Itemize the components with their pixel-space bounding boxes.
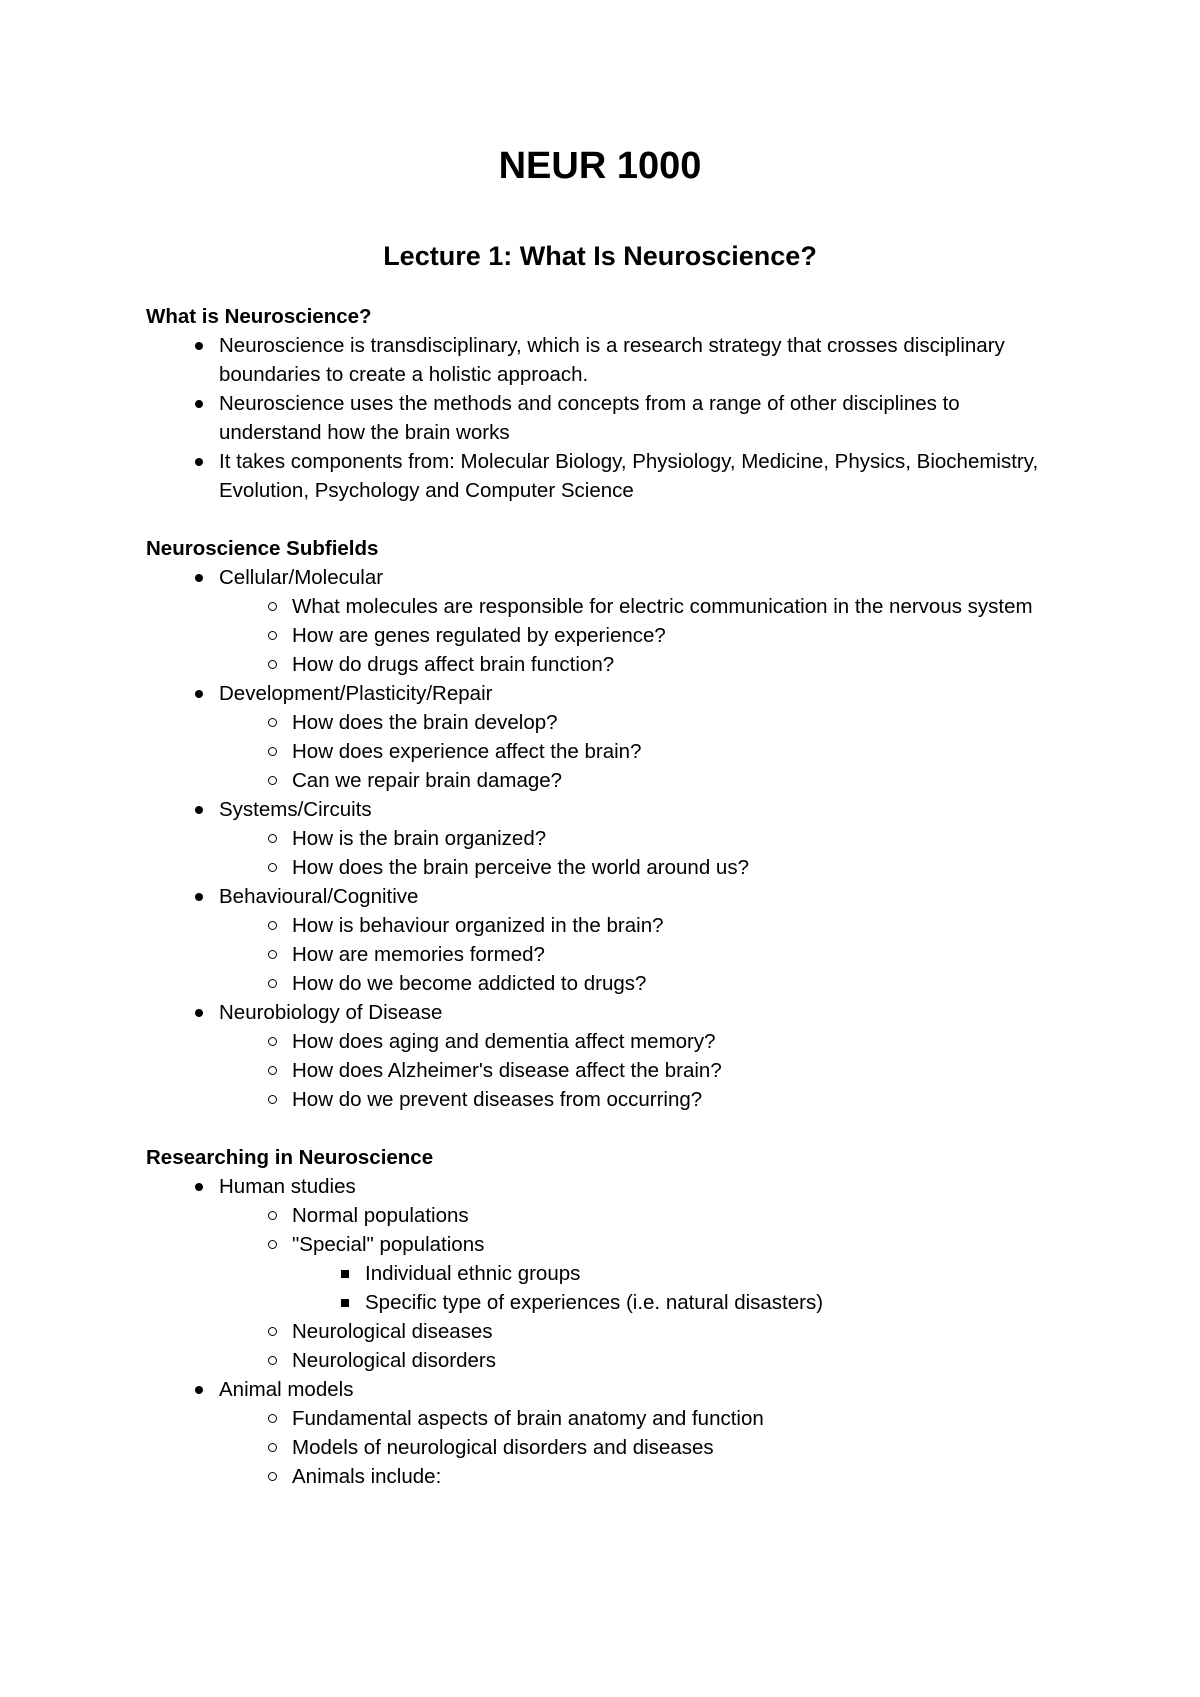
list-item: [219, 1201, 1046, 1230]
bullet-circle-icon: [262, 911, 282, 940]
bullet-circle-icon: [262, 1085, 282, 1114]
list-item-text: Fundamental aspects of brain anatomy and function: [292, 1407, 764, 1430]
notes-body: [146, 302, 1046, 1491]
notes-section: [146, 302, 1046, 505]
list-item-text: Development/Plasticity/Repair: [219, 682, 493, 705]
list-item-text: How are genes regulated by experience?: [292, 624, 666, 647]
list-item: [146, 998, 1046, 1114]
bullet-circle-icon: [262, 1433, 282, 1462]
bullet-circle-icon: [262, 708, 282, 737]
list-item: [219, 853, 1046, 882]
bullet-dot-icon: [189, 998, 209, 1027]
list-item-text: Can we repair brain damage?: [292, 769, 563, 792]
list-item-text: How is the brain organized?: [292, 827, 547, 850]
list-item-text: Neurological diseases: [292, 1320, 493, 1343]
bullet-dot-icon: [189, 882, 209, 911]
bullet-list-level-2: [146, 824, 1046, 882]
bullet-dot-icon: [189, 1375, 209, 1404]
bullet-dot-icon: [189, 563, 209, 592]
bullet-list-level-2: [146, 1201, 1046, 1375]
list-item-text: Neurological disorders: [292, 1349, 496, 1372]
list-item-text: How does the brain perceive the world around us?: [292, 856, 749, 879]
list-item: [146, 1172, 1046, 1375]
bullet-circle-icon: [262, 1230, 282, 1259]
list-item: [146, 882, 1046, 998]
list-item: [219, 1230, 1046, 1317]
list-item: [146, 447, 1046, 505]
bullet-list-level-3: [219, 1259, 1046, 1317]
list-item: [219, 1085, 1046, 1114]
list-item: [219, 737, 1046, 766]
list-item: [219, 1346, 1046, 1375]
list-item: [219, 1462, 1046, 1491]
bullet-circle-icon: [262, 824, 282, 853]
list-item-text: Neuroscience uses the methods and concepts from a range of other disciplines to understand how the brain works: [219, 392, 960, 444]
section-heading: What is Neuroscience?: [146, 305, 372, 328]
list-item-text: Individual ethnic groups: [365, 1262, 581, 1285]
bullet-list-level-2: [146, 1404, 1046, 1491]
bullet-circle-icon: [262, 737, 282, 766]
list-item: [146, 331, 1046, 389]
list-item: [219, 911, 1046, 940]
list-item-text: How do we prevent diseases from occurring?: [292, 1088, 703, 1111]
list-item-text: How does Alzheimer's disease affect the brain?: [292, 1059, 722, 1082]
list-item: [219, 650, 1046, 679]
list-item: [292, 1259, 1046, 1288]
list-item-text: Animals include:: [292, 1465, 442, 1488]
list-item: [146, 1375, 1046, 1491]
list-item: [219, 708, 1046, 737]
notes-section: [146, 534, 1046, 1114]
lecture-title: Lecture 1: What Is Neuroscience?: [383, 241, 817, 271]
bullet-circle-icon: [262, 940, 282, 969]
bullet-circle-icon: [262, 621, 282, 650]
list-item-text: Models of neurological disorders and diseases: [292, 1436, 714, 1459]
bullet-circle-icon: [262, 1462, 282, 1491]
bullet-circle-icon: [262, 766, 282, 795]
list-item-text: How do we become addicted to drugs?: [292, 972, 647, 995]
list-item-text: "Special" populations: [292, 1233, 485, 1256]
bullet-dot-icon: [189, 389, 209, 418]
list-item-text: How is behaviour organized in the brain?: [292, 914, 664, 937]
list-item: [219, 969, 1046, 998]
list-item: [146, 679, 1046, 795]
list-item-text: How are memories formed?: [292, 943, 545, 966]
bullet-circle-icon: [262, 1027, 282, 1056]
list-item-text: Neurobiology of Disease: [219, 1001, 443, 1024]
list-item-text: Specific type of experiences (i.e. natural disasters): [365, 1291, 824, 1314]
bullet-square-icon: [335, 1259, 355, 1288]
list-item-text: What molecules are responsible for electric communication in the nervous system: [292, 595, 1033, 618]
list-item-text: Normal populations: [292, 1204, 469, 1227]
list-item-text: Neuroscience is transdisciplinary, which is a research strategy that crosses disciplinary boundaries to create a holistic approach.: [219, 334, 1005, 386]
bullet-list-level-2: [146, 708, 1046, 795]
list-item: [219, 824, 1046, 853]
list-item: [219, 621, 1046, 650]
list-item: [219, 1027, 1046, 1056]
bullet-circle-icon: [262, 1346, 282, 1375]
bullet-list-level-1: [146, 563, 1046, 1114]
list-item-text: How does aging and dementia affect memory?: [292, 1030, 716, 1053]
bullet-circle-icon: [262, 1201, 282, 1230]
bullet-circle-icon: [262, 1056, 282, 1085]
list-item-text: How does experience affect the brain?: [292, 740, 642, 763]
section-heading: Researching in Neuroscience: [146, 1146, 434, 1169]
list-item-text: It takes components from: Molecular Biology, Physiology, Medicine, Physics, Biochemistry, Evolution, Psychology and Computer Science: [219, 450, 1039, 502]
notes-section: [146, 1143, 1046, 1491]
bullet-dot-icon: [189, 331, 209, 360]
bullet-list-level-1: [146, 331, 1046, 505]
list-item: [292, 1288, 1046, 1317]
list-item: [219, 1056, 1046, 1085]
bullet-circle-icon: [262, 650, 282, 679]
list-item: [146, 795, 1046, 882]
bullet-list-level-1: [146, 1172, 1046, 1491]
bullet-dot-icon: [189, 1172, 209, 1201]
list-item-text: Human studies: [219, 1175, 356, 1198]
list-item: [219, 766, 1046, 795]
list-item-text: How do drugs affect brain function?: [292, 653, 615, 676]
bullet-list-level-2: [146, 1027, 1046, 1114]
list-item: [219, 1433, 1046, 1462]
bullet-dot-icon: [189, 679, 209, 708]
list-item-text: Cellular/Molecular: [219, 566, 384, 589]
list-item-text: Animal models: [219, 1378, 354, 1401]
bullet-circle-icon: [262, 853, 282, 882]
list-item-text: Behavioural/Cognitive: [219, 885, 419, 908]
document-title: NEUR 1000: [498, 145, 702, 187]
bullet-circle-icon: [262, 1404, 282, 1433]
bullet-dot-icon: [189, 795, 209, 824]
bullet-square-icon: [335, 1288, 355, 1317]
list-item: [219, 1404, 1046, 1433]
section-heading: Neuroscience Subfields: [146, 537, 379, 560]
bullet-circle-icon: [262, 1317, 282, 1346]
list-item: [219, 1317, 1046, 1346]
list-item-text: Systems/Circuits: [219, 798, 372, 821]
bullet-circle-icon: [262, 592, 282, 621]
list-item: [219, 592, 1046, 621]
list-item-text: How does the brain develop?: [292, 711, 558, 734]
bullet-list-level-2: [146, 592, 1046, 679]
bullet-dot-icon: [189, 447, 209, 476]
bullet-list-level-2: [146, 911, 1046, 998]
list-item: [146, 389, 1046, 447]
bullet-circle-icon: [262, 969, 282, 998]
list-item: [219, 940, 1046, 969]
list-item: [146, 563, 1046, 679]
